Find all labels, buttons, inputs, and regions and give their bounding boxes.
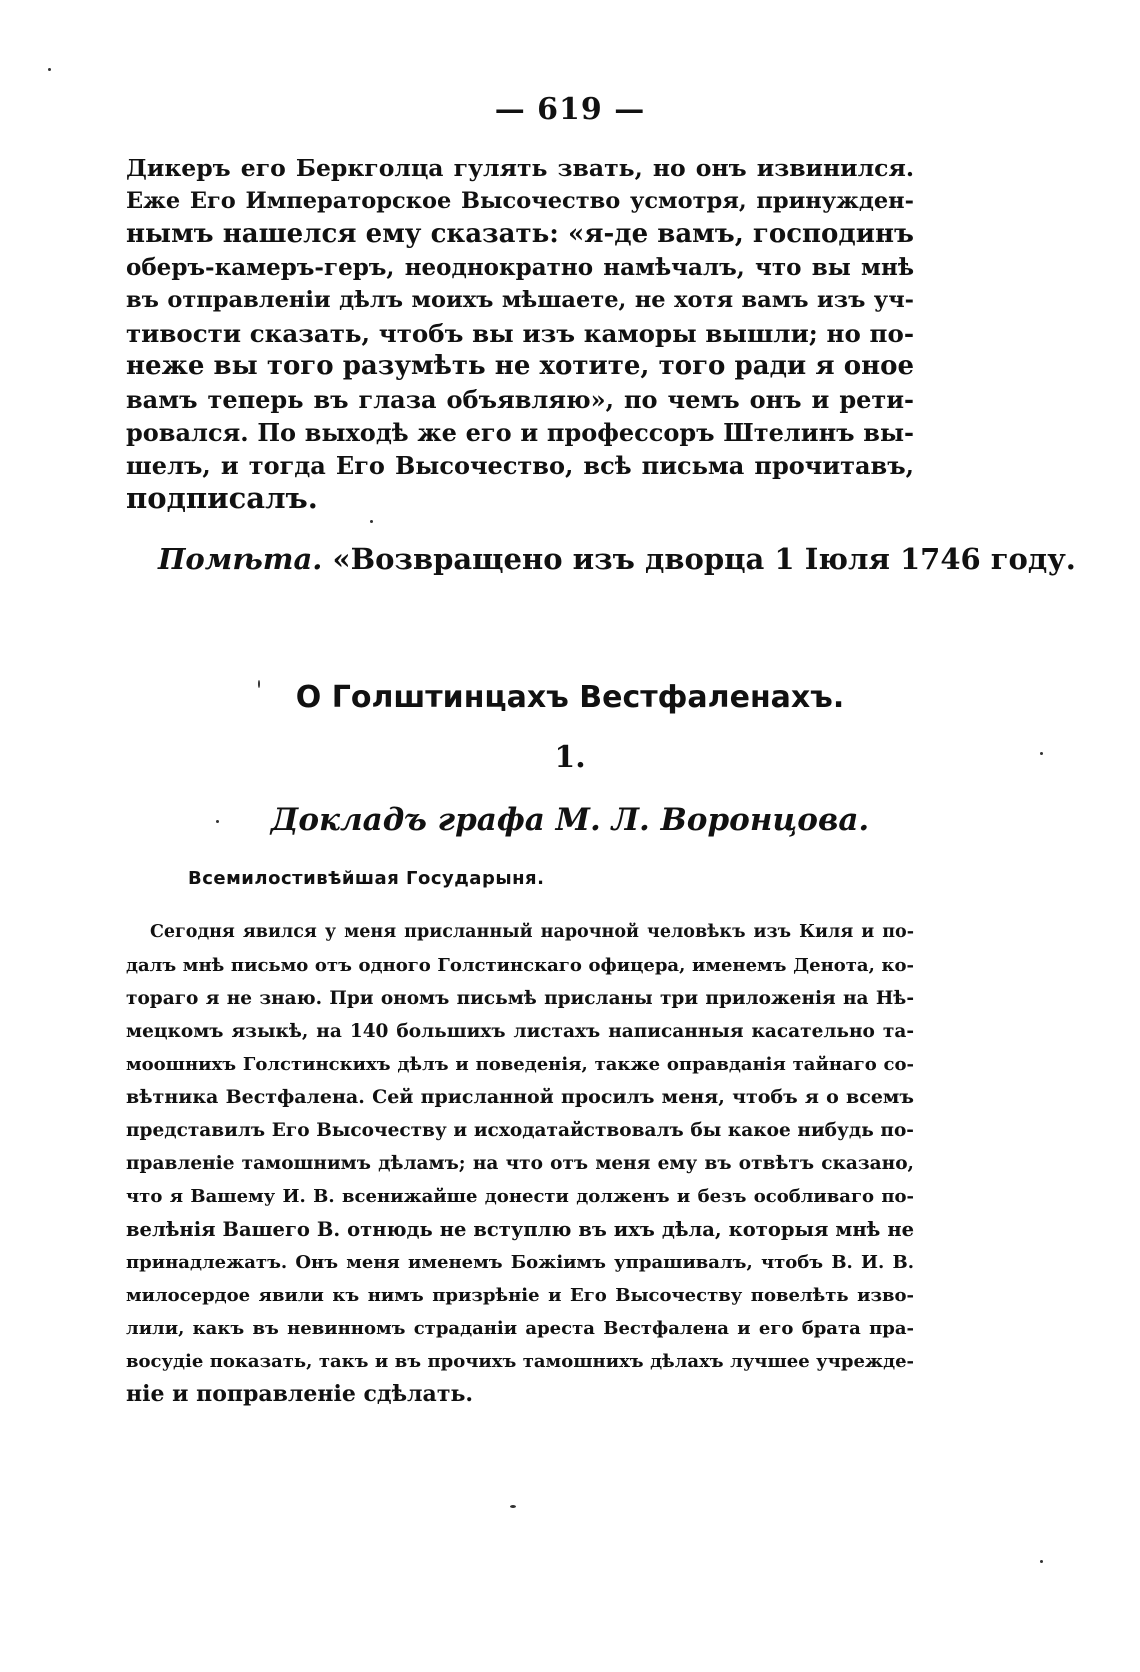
letter-line: моошнихъ Голстинскихъ дѣлъ и поведенія, также оправданія тайнаго со- (126, 1054, 914, 1075)
paragraph-line: неже вы того разумѣть не хотите, того ради я оное (126, 351, 914, 381)
letter-line: тораго я не знаю. При ономъ письмѣ присланы три приложенія на Нѣ- (126, 988, 914, 1009)
letter-line: лили, какъ въ невинномъ страданіи ареста Вестфалена и его брата пра- (126, 1318, 914, 1339)
scan-speck (48, 68, 51, 71)
letter-line: далъ мнѣ письмо отъ одного Голстинскаго офицера, именемъ Денота, ко- (126, 955, 914, 976)
scan-speck (216, 820, 219, 823)
paragraph-line: въ отправленіи дѣлъ моихъ мѣшаете, не хотя вамъ изъ уч- (126, 287, 914, 313)
letter-line: представилъ Его Высочеству и исходатайствовалъ бы какое нибудь по- (126, 1120, 914, 1141)
page-number: — 619 — (494, 92, 646, 127)
letter-line: принадлежатъ. Онъ меня именемъ Божіимъ упрашивалъ, чтобъ В. И. В. (126, 1252, 914, 1273)
letter-line: милосердое явили къ нимъ призрѣніе и Его Высочеству повелѣть изво- (126, 1285, 914, 1306)
letter-line: велѣнія Вашего В. отнюдь не вступлю въ ихъ дѣла, которыя мнѣ не (126, 1218, 914, 1241)
paragraph-line: Еже Его Императорское Высочество усмотря, принужден- (126, 188, 914, 214)
continued-paragraph (126, 152, 914, 515)
paragraph-line: тивости сказать, чтобъ вы изъ каморы вышли; но по- (126, 319, 914, 348)
note-text: «Возвращено изъ дворца 1 Іюля 1746 году. (332, 542, 1076, 576)
scan-speck (510, 1505, 516, 1508)
note-label: Помѣта. (158, 542, 323, 576)
scan-speck (1040, 1560, 1043, 1563)
salutation: Всемилостивѣйшая Государыня. (188, 868, 545, 889)
letter-body (126, 916, 914, 1411)
letter-line: Сегодня явился у меня присланный нарочной человѣкъ изъ Киля и по- (150, 922, 914, 942)
paragraph-line: нымъ нашелся ему сказать: «я-де вамъ, господинъ (126, 219, 914, 249)
paragraph-line: подписалъ. (126, 481, 318, 515)
paragraph-line: ровался. По выходѣ же его и профессоръ Штелинъ вы- (126, 418, 914, 447)
letter-line: вѣтника Вестфалена. Сей присланной просилъ меня, чтобъ я о всемъ (126, 1086, 914, 1108)
paragraph-line: вамъ теперь въ глаза объявляю», по чемъ онъ и рети- (126, 385, 914, 414)
paragraph-line: Дикеръ его Беркголца гулять звать, но онъ извинился. (126, 154, 914, 182)
endorsement-note (158, 542, 1076, 576)
scan-speck (370, 520, 373, 523)
letter-line: что я Вашему И. В. всенижайше донести долженъ и безъ особливаго по- (126, 1186, 914, 1207)
scan-speck (1040, 752, 1043, 755)
letter-line: восудіе показать, такъ и въ прочихъ тамошнихъ дѣлахъ лучшее учрежде- (126, 1351, 914, 1372)
section-number: 1. (554, 740, 586, 775)
scan-speck (258, 680, 260, 688)
paragraph-line: шелъ, и тогда Его Высочество, всѣ письма прочитавъ, (126, 451, 914, 480)
letter-line: правленіе тамошнимъ дѣламъ; на что отъ меня ему въ отвѣтъ сказано, (126, 1153, 914, 1174)
section-title: О Голштинцахъ Вестфаленахъ. (295, 680, 845, 715)
letter-line: мецкомъ языкѣ, на 140 большихъ листахъ написанныя касательно та- (126, 1021, 914, 1042)
document-subtitle: Докладъ графа М. Л. Воронцова. (270, 802, 870, 838)
paragraph-line: оберъ-камеръ-геръ, неоднократно намѣчалъ, что вы мнѣ (126, 254, 914, 281)
letter-line: ніе и поправленіе сдѣлать. (126, 1381, 474, 1407)
